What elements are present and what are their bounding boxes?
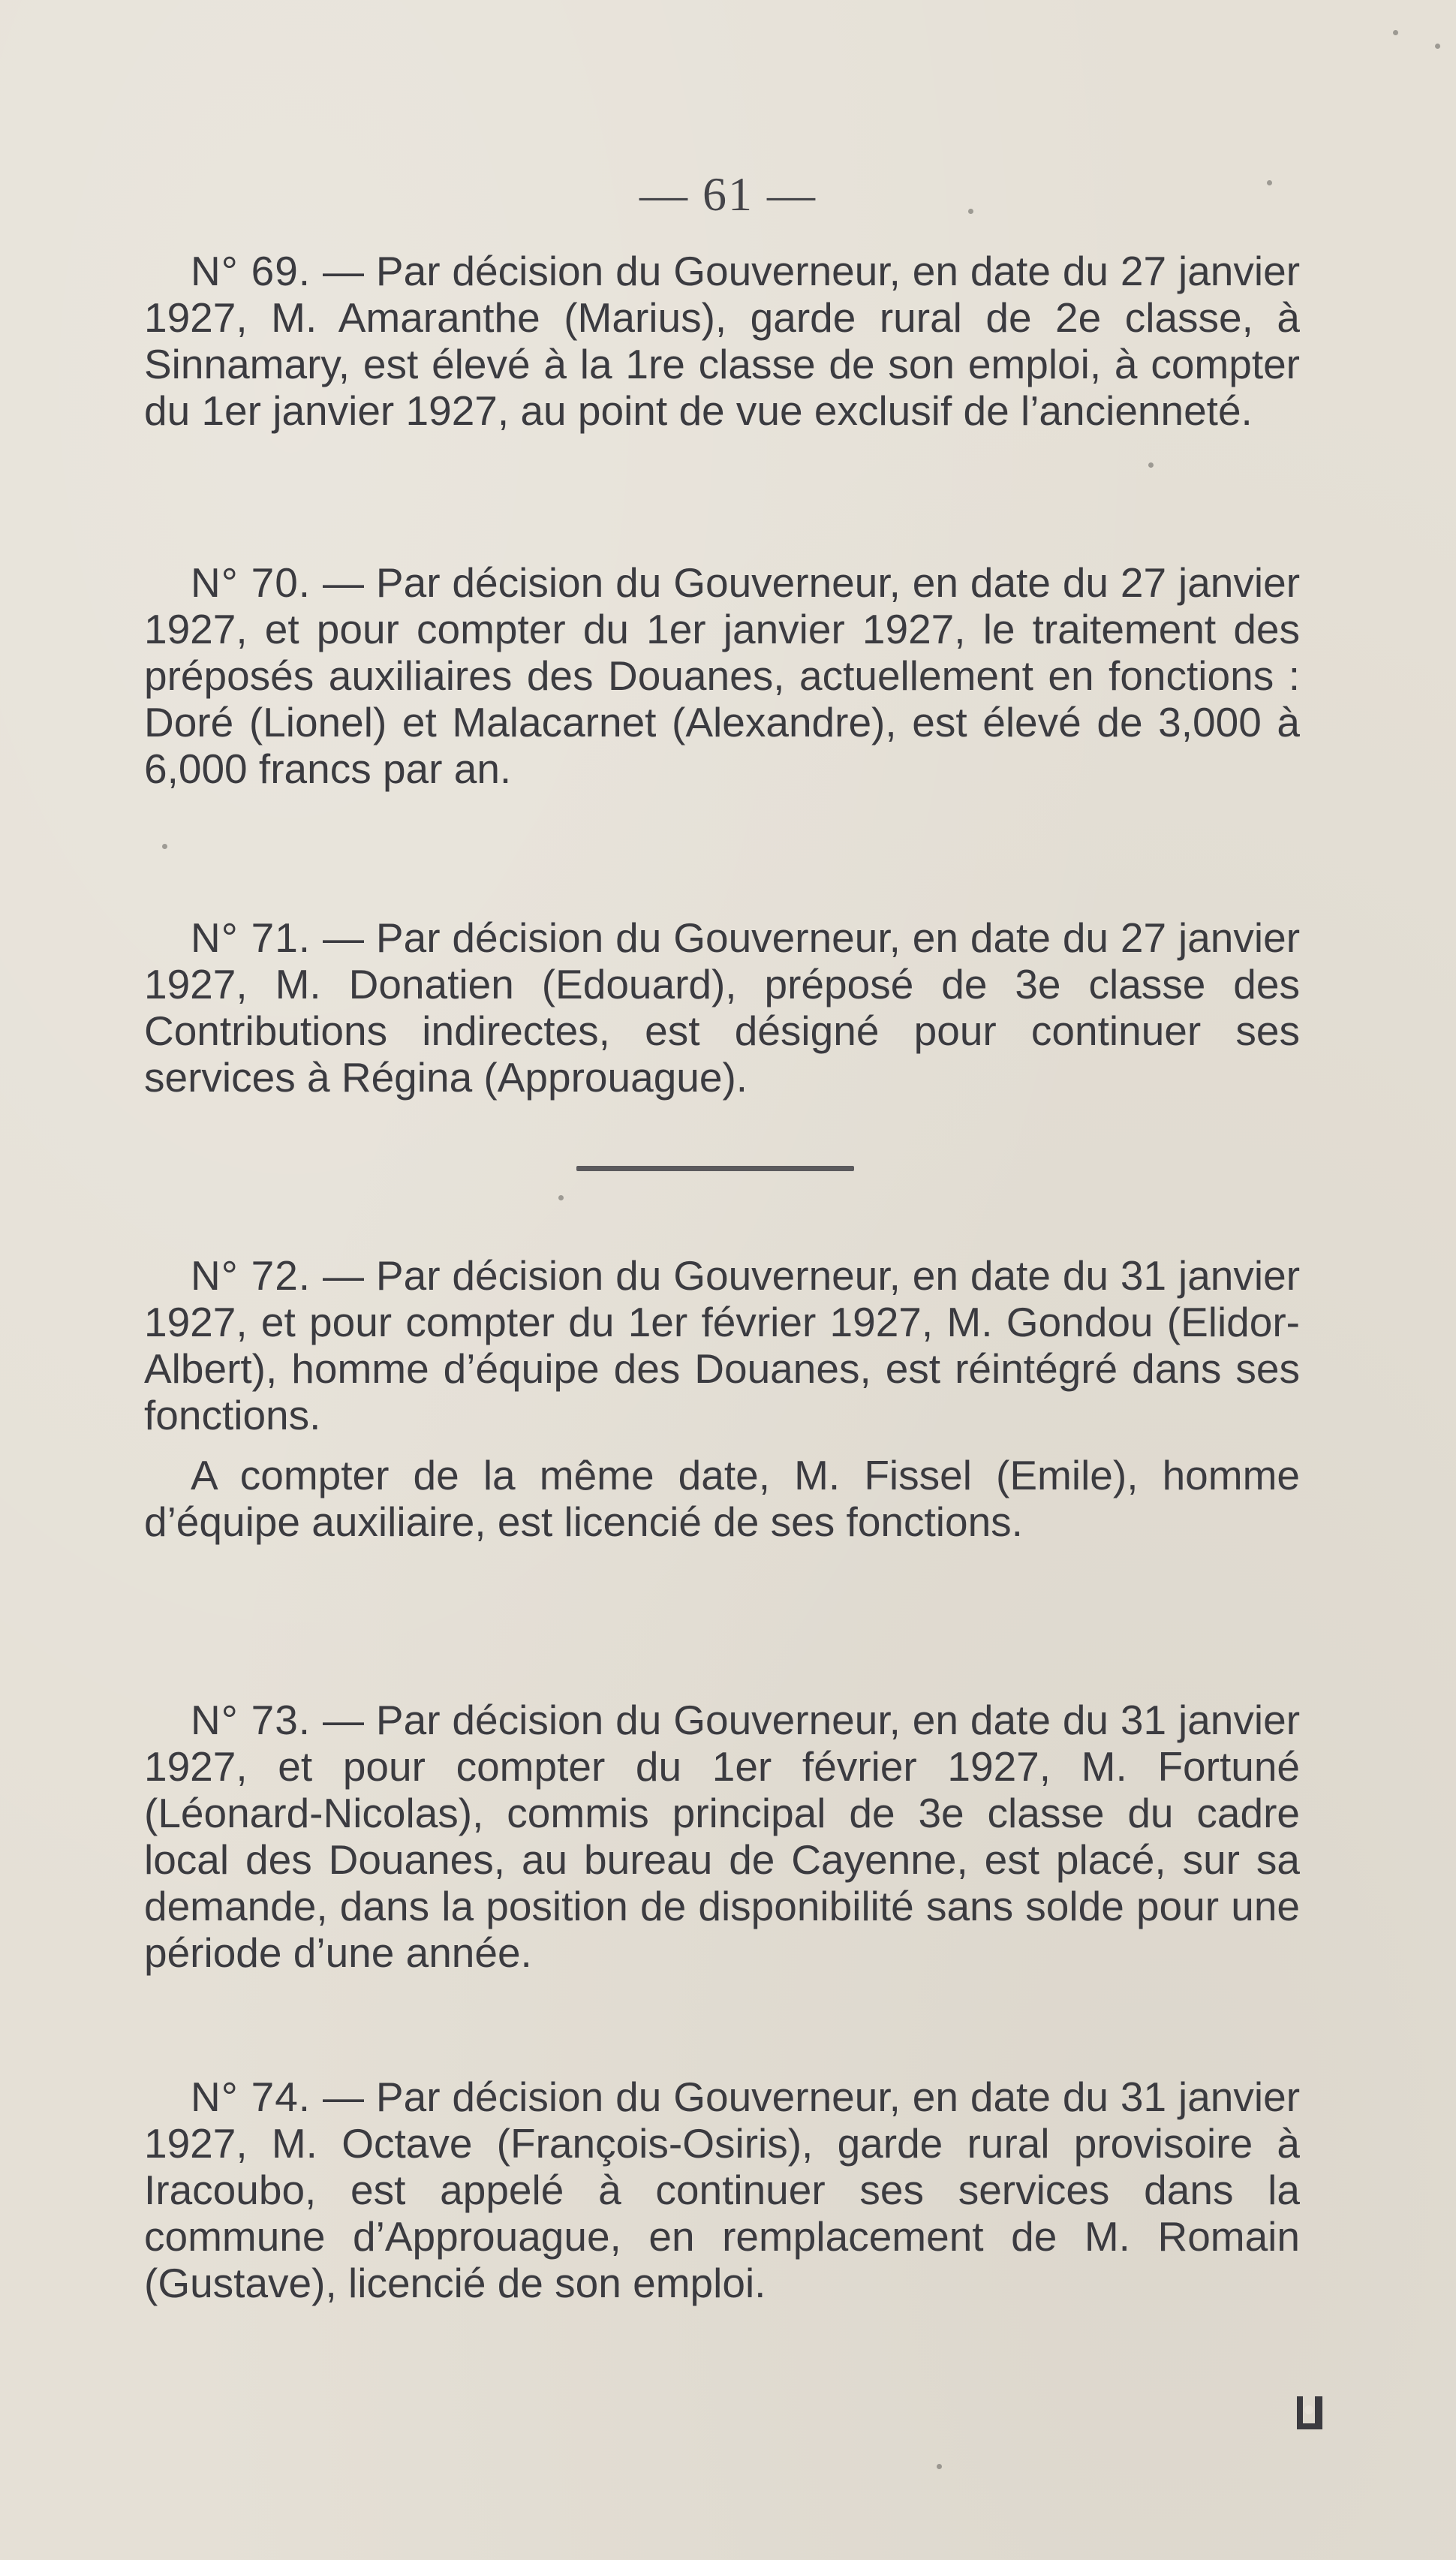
decision-71	[144, 914, 1300, 1101]
decision-74-paragraph-1	[144, 2074, 1300, 2306]
decision-69	[144, 248, 1300, 434]
decision-74-text: — Par décision du Gouverneur, en date du 31 janvier 1927, M. Octave (François-Osiris), garde rural provisoire à Iracoubo, est appelé à continuer ses services dans la commune d’Approuague, en remplacement de M. Romain (Gustave), licencié de son emploi.	[144, 2074, 1301, 2306]
decision-70	[144, 559, 1300, 792]
decision-70-number: N° 70.	[191, 559, 311, 606]
paper-speck	[937, 2464, 942, 2469]
decision-69-number: N° 69.	[191, 248, 311, 294]
page-number: — 61 —	[639, 167, 817, 221]
paper-speck	[1267, 180, 1272, 185]
decision-73	[144, 1697, 1300, 1976]
decision-72-paragraph-1	[144, 1252, 1300, 1438]
decision-71-number: N° 71.	[191, 914, 311, 961]
decision-73-text: — Par décision du Gouverneur, en date du 31 janvier 1927, et pour compter du 1er février 1927, M. Fortuné (Léonard-Nicolas), commis principal de 3e classe du cadre local des Douanes, au bureau de Cayenne, est placé, sur sa demande, dans la position de disponibilité sans solde pour une période d’une année.	[144, 1697, 1301, 1976]
printer-mark-icon	[1292, 2393, 1327, 2432]
decision-74	[144, 2074, 1300, 2306]
decision-70-text: — Par décision du Gouverneur, en date du 27 janvier 1927, et pour compter du 1er janvier 1927, le traitement des préposés auxiliaires des Douanes, actuellement en fonctions : Doré (Lionel) et Malacarnet (Alexandre), est élevé de 3,000 à 6,000 francs par an.	[144, 559, 1301, 792]
section-separator-rule	[576, 1166, 854, 1171]
decision-70-paragraph-1	[144, 559, 1300, 792]
decision-72-text: — Par décision du Gouverneur, en date du 31 janvier 1927, et pour compter du 1er février 1927, M. Gondou (Elidor-Albert), homme d’équipe des Douanes, est réintégré dans ses fonctions.	[144, 1252, 1301, 1438]
paper-speck	[558, 1195, 564, 1200]
paper-speck	[1435, 44, 1440, 49]
paper-speck	[1393, 30, 1398, 35]
paper-speck	[968, 209, 973, 214]
decision-71-text: — Par décision du Gouverneur, en date du 27 janvier 1927, M. Donatien (Edouard), préposé de 3e classe des Contributions indirectes, est désigné pour continuer ses services à Régina (Approuague).	[144, 914, 1301, 1101]
decision-72-number: N° 72.	[191, 1252, 311, 1299]
paper-speck	[1148, 462, 1154, 468]
decision-72-paragraph-2: A compter de la même date, M. Fissel (Emile), homme d’équipe auxiliaire, est licencié de ses fonctions.	[144, 1452, 1300, 1545]
paper-speck	[162, 844, 167, 849]
decision-73-paragraph-1	[144, 1697, 1300, 1976]
decision-69-paragraph-1	[144, 248, 1300, 434]
decision-74-number: N° 74.	[191, 2074, 311, 2120]
decision-71-paragraph-1	[144, 914, 1300, 1101]
decision-72	[144, 1252, 1300, 1545]
decision-73-number: N° 73.	[191, 1697, 311, 1743]
decision-69-text: — Par décision du Gouverneur, en date du 27 janvier 1927, M. Amaranthe (Marius), garde rural de 2e classe, à Sinnamary, est élevé à la 1re classe de son emploi, à compter du 1er janvier 1927, au point de vue exclusif de l’ancienneté.	[144, 248, 1301, 434]
